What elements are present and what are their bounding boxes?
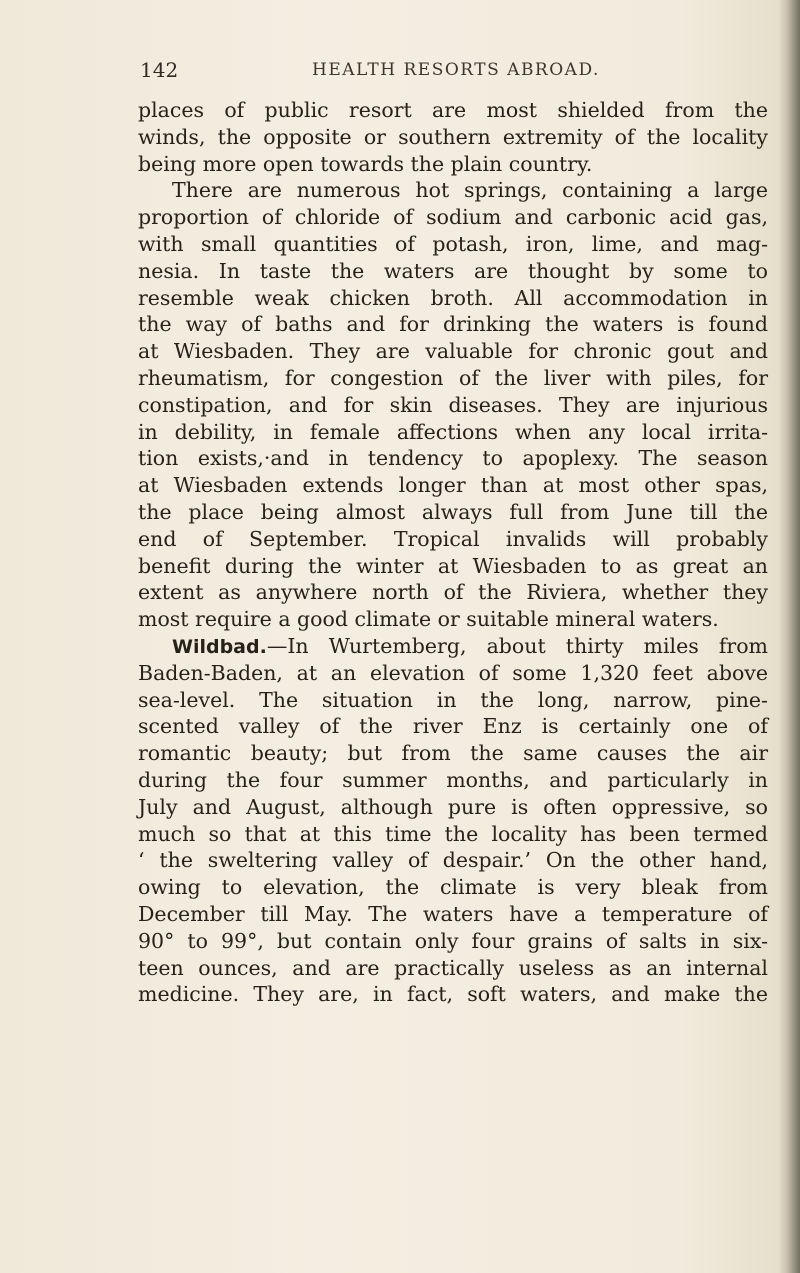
text-line: during the four summer months, and particularly in — [138, 767, 768, 792]
section-lead-text: —In Wurtemberg, about thirty miles from — [266, 633, 768, 658]
text-line: 90° to 99°, but contain only four grains of salts in six- — [138, 928, 768, 953]
text-line: medicine. They are, in fact, soft waters, and make the — [138, 982, 768, 1007]
text-line: at Wiesbaden. They are valuable for chronic gout and — [138, 339, 768, 364]
text-line: teen ounces, and are practically useless as an internal — [138, 955, 768, 980]
text-line: December till May. The waters have a temperature of — [138, 901, 768, 926]
text-line: There are numerous hot springs, containing a large — [172, 178, 768, 203]
section-heading-wildbad: Wildbad. — [172, 635, 267, 658]
text-line: at Wiesbaden extends longer than at most other spas, — [138, 473, 768, 498]
running-head — [132, 58, 772, 88]
text-line-section-start — [138, 633, 768, 660]
page-number: 142 — [140, 58, 179, 82]
text-line: ‘ the sweltering valley of despair.’ On the other hand, — [138, 848, 768, 873]
text-line: benefit during the winter at Wiesbaden to as great an — [138, 553, 768, 578]
running-title: HEALTH RESORTS ABROAD. — [312, 60, 600, 80]
page-edge-shadow — [778, 0, 800, 1273]
text-line: places of public resort are most shielded from the — [138, 98, 768, 122]
text-line: owing to elevation, the climate is very bleak from — [138, 875, 768, 900]
text-line: constipation, and for skin diseases. They are injurious — [138, 392, 768, 417]
text-line: being more open towards the plain country. — [138, 151, 593, 176]
text-line: resemble weak chicken broth. All accommodation in — [138, 285, 768, 310]
text-line: with small quantities of potash, iron, lime, and mag- — [138, 231, 768, 256]
text-line: most require a good climate or suitable mineral waters. — [138, 607, 719, 632]
body-text — [138, 97, 768, 1008]
text-line: scented valley of the river Enz is certainly one of — [138, 714, 768, 739]
text-line: the way of baths and for drinking the waters is found — [138, 312, 768, 337]
text-line: July and August, although pure is often oppressive, so — [138, 794, 768, 819]
text-line: in debility, in female affections when any local irrita- — [138, 419, 768, 444]
text-line: nesia. In taste the waters are thought by some to — [138, 258, 768, 283]
text-line: romantic beauty; but from the same causes the air — [138, 741, 768, 766]
text-line: winds, the opposite or southern extremity of the locality — [138, 124, 768, 149]
text-line: sea-level. The situation in the long, narrow, pine- — [138, 687, 768, 712]
text-line: the place being almost always full from June till the — [138, 499, 768, 524]
text-line: extent as anywhere north of the Riviera, whether they — [138, 580, 768, 605]
text-line: much so that at this time the locality has been termed — [138, 821, 768, 846]
text-line: tion exists,·and in tendency to apoplexy. The season — [138, 446, 768, 471]
text-line: rheumatism, for congestion of the liver with piles, for — [138, 365, 768, 390]
text-line: Baden-Baden, at an elevation of some 1,320 feet above — [138, 660, 768, 685]
text-line: proportion of chloride of sodium and carbonic acid gas, — [138, 205, 768, 230]
text-line: end of September. Tropical invalids will probably — [138, 526, 768, 551]
